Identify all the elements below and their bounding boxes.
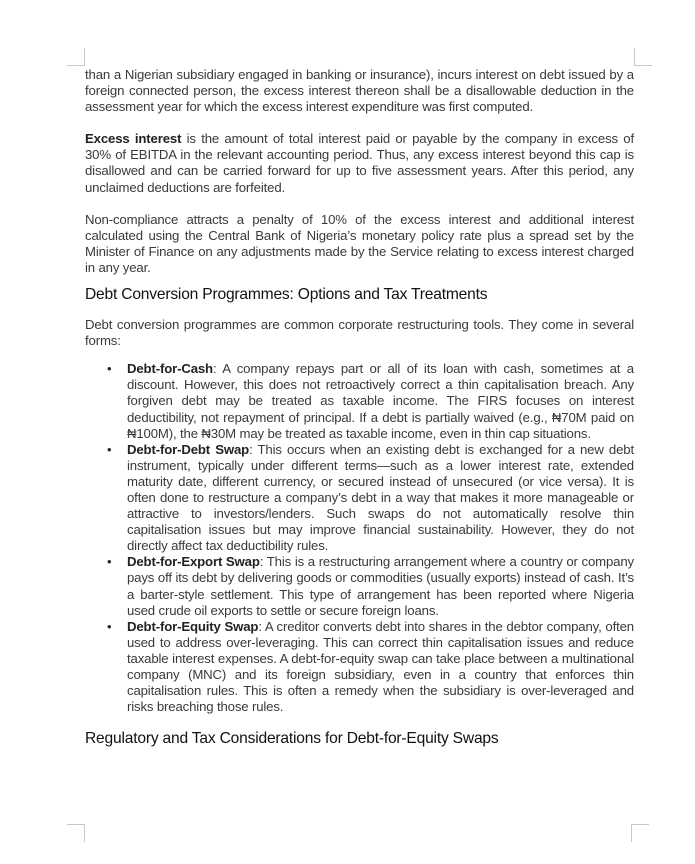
page-corner-mark-bottom-right bbox=[631, 824, 649, 842]
list-term: Debt-for-Export Swap bbox=[127, 554, 260, 570]
list-text: : A creditor converts debt into shares in the debtor company, often used to address over-leveraging. This can correct thin capitalisation issues and reduce taxable interest expenses. A debt-for-equity swap can take place between a multinational company (MNC) and its foreign subsidiary, even in a country that enforces thin capitalisation rules. This is often a remedy when the subsidiary is over-leveraged and risks breaching those rules. bbox=[127, 618, 634, 715]
paragraph-excess-interest-disallowance: than a Nigerian subsidiary engaged in banking or insurance), incurs interest on debt issued by a foreign connected person, the excess interest thereon shall be a disallowable deduction in the assessment year for which the excess interest expenditure was first computed. bbox=[85, 67, 634, 115]
bullet-icon: • bbox=[107, 441, 112, 457]
list-item-debt-for-equity-swap bbox=[85, 619, 634, 716]
paragraph-excess-interest-definition bbox=[85, 131, 634, 195]
list-text: : A company repays part or all of its loan with cash, sometimes at a discount. However, this does not retroactively correct a thin capitalisation breach. Any forgiven debt may be treated as taxable income. The FIRS focuses on interest deductibility, not repayment of principal. If a debt is partially waived (e.g., ₦70M paid on ₦100M), the ₦30M may be treated as taxable income, even in thin cap situations. bbox=[127, 361, 634, 441]
list-text: : This is a restructuring arrangement where a country or company pays off its debt by delivering goods or commodities (usually exports) instead of cash. It’s a barter-style settlement. This type of arrangement has been reported where Nigeria used crude oil exports to settle or secure foreign loans. bbox=[127, 554, 634, 618]
list-term: Debt-for-Debt Swap bbox=[127, 441, 250, 457]
term-excess-interest: Excess interest bbox=[85, 131, 182, 147]
section-heading-debt-conversion: Debt Conversion Programmes: Options and Tax Treatments bbox=[85, 286, 488, 304]
paragraph-non-compliance-penalty: Non-compliance attracts a penalty of 10% of the excess interest and additional interest calculated using the Central Bank of Nigeria’s monetary policy rate plus a spread set by the Minister of Finance on any adjustments made by the Service relating to excess interest charged in any year. bbox=[85, 211, 634, 275]
list-term: Debt-for-Equity Swap bbox=[127, 618, 259, 634]
page-corner-mark-top-left bbox=[67, 48, 85, 66]
list-item-debt-for-export-swap bbox=[85, 554, 634, 618]
page-corner-mark-bottom-left bbox=[67, 824, 85, 842]
list-item-debt-for-debt-swap bbox=[85, 442, 634, 555]
bullet-icon: • bbox=[107, 618, 112, 634]
bullet-icon: • bbox=[107, 361, 112, 377]
list-item-debt-for-cash bbox=[85, 361, 634, 441]
list-text: : This occurs when an existing debt is exchanged for a new debt instrument, typically under different terms—such as a lower interest rate, extended maturity date, different currency, or secured instead of unsecured (or vice versa). It is often done to restructure a company’s debt in a way that makes it more manageable or attractive to investors/lenders. Such swaps do not automatically resolve thin capitalisation issues but may improve financial sustainability. However, they do not directly affect tax deductibility rules. bbox=[127, 441, 634, 554]
paragraph-debt-conversion-intro: Debt conversion programmes are common corporate restructuring tools. They come in several forms: bbox=[85, 317, 634, 349]
definition-text: is the amount of total interest paid or payable by the company in excess of 30% of EBITDA in the relevant accounting period. Thus, any excess interest beyond this cap is disallowed and can be carried forward for up to five assessment years. After this period, any unclaimed deductions are forfeited. bbox=[85, 131, 634, 195]
document-page bbox=[85, 67, 634, 749]
debt-conversion-list bbox=[85, 361, 634, 715]
page-corner-mark-top-right bbox=[634, 48, 652, 66]
section-heading-regulatory-considerations: Regulatory and Tax Considerations for Debt-for-Equity Swaps bbox=[85, 730, 499, 748]
list-term: Debt-for-Cash bbox=[127, 361, 213, 377]
bullet-icon: • bbox=[107, 554, 112, 570]
